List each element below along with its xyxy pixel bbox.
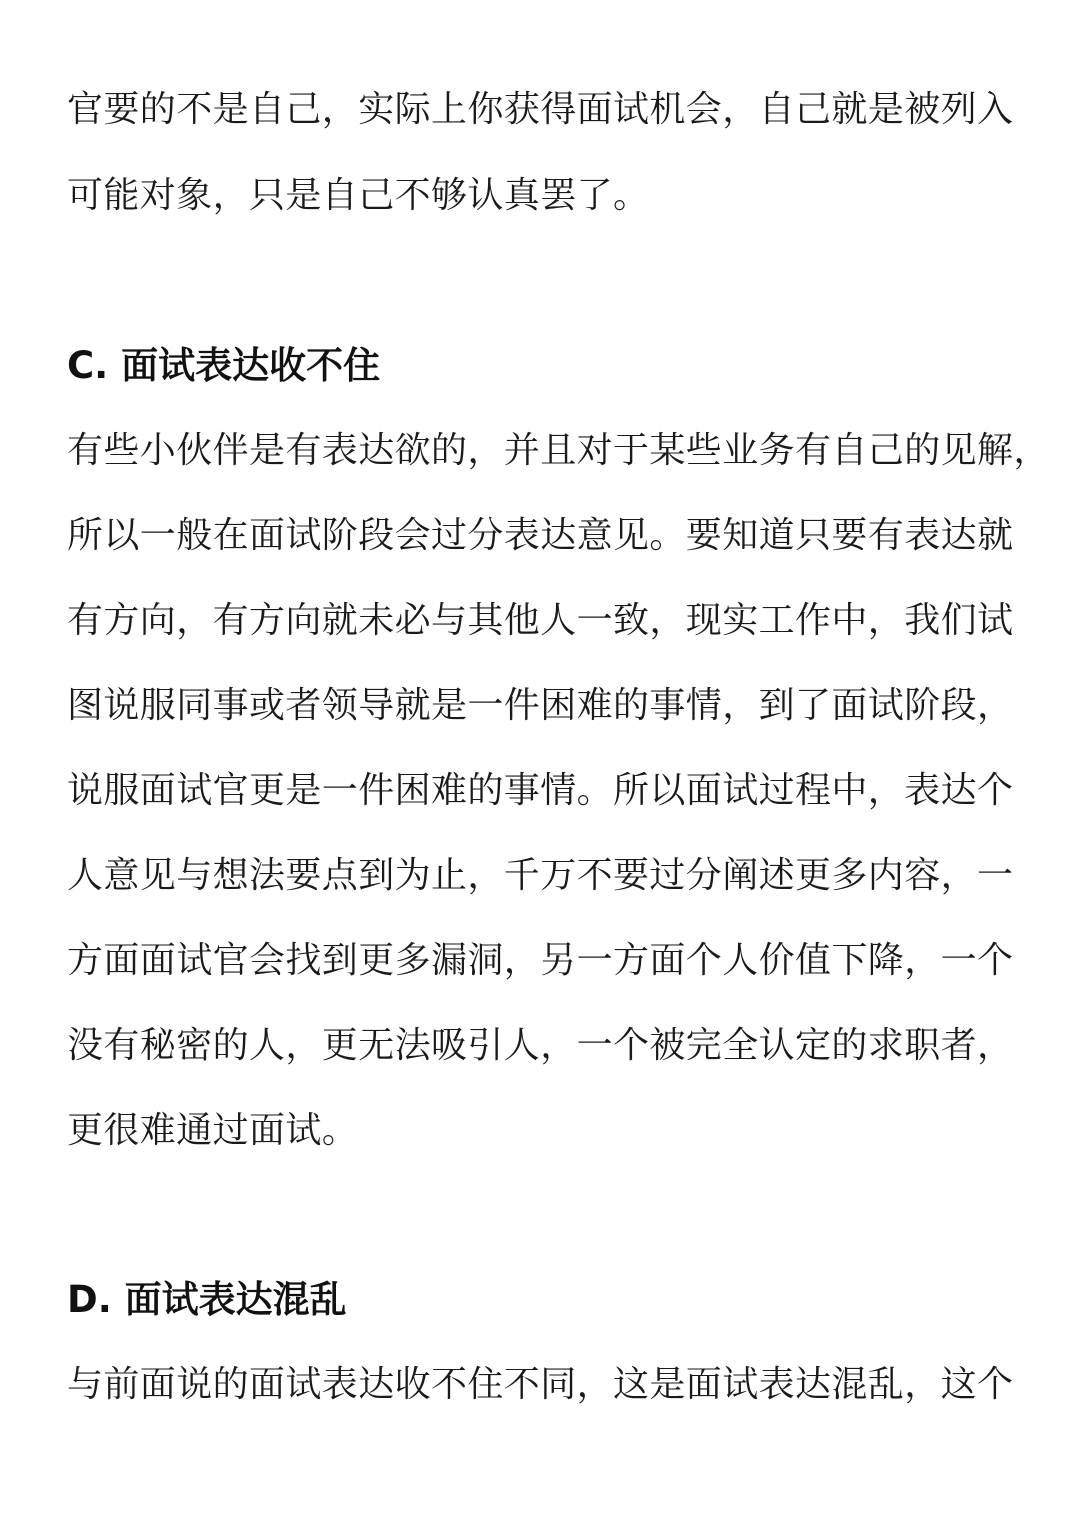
section-c-line-8: 没有秘密的人，更无法吸引人，一个被完全认定的求职者， xyxy=(67,1025,1014,1066)
section-c-line-9: 更很难通过面试。 xyxy=(67,1110,359,1151)
paragraph-1-line-1: 官要的不是自己，实际上你获得面试机会，自己就是被列入 xyxy=(67,89,1014,130)
section-d-heading: D. 面试表达混乱 xyxy=(67,1278,347,1321)
section-d-line-1: 与前面说的面试表达收不住不同，这是面试表达混乱，这个 xyxy=(67,1364,1014,1405)
section-c-line-2: 所以一般在面试阶段会过分表达意见。要知道只要有表达就 xyxy=(67,515,1014,556)
section-c-line-7: 方面面试官会找到更多漏洞，另一方面个人价值下降，一个 xyxy=(67,940,1014,981)
section-c-line-3: 有方向，有方向就未必与其他人一致，现实工作中，我们试 xyxy=(67,600,1014,641)
section-c-heading: C. 面试表达收不住 xyxy=(67,344,381,387)
section-c-line-6: 人意见与想法要点到为止，千万不要过分阐述更多内容，一 xyxy=(67,855,1014,896)
section-c-line-1: 有些小伙伴是有表达欲的，并且对于某些业务有自己的见解， xyxy=(67,430,1050,471)
section-c-line-4: 图说服同事或者领导就是一件困难的事情，到了面试阶段， xyxy=(67,685,1014,726)
section-c-line-5: 说服面试官更是一件困难的事情。所以面试过程中，表达个 xyxy=(67,770,1014,811)
paragraph-1-line-2: 可能对象，只是自己不够认真罢了。 xyxy=(67,175,650,216)
